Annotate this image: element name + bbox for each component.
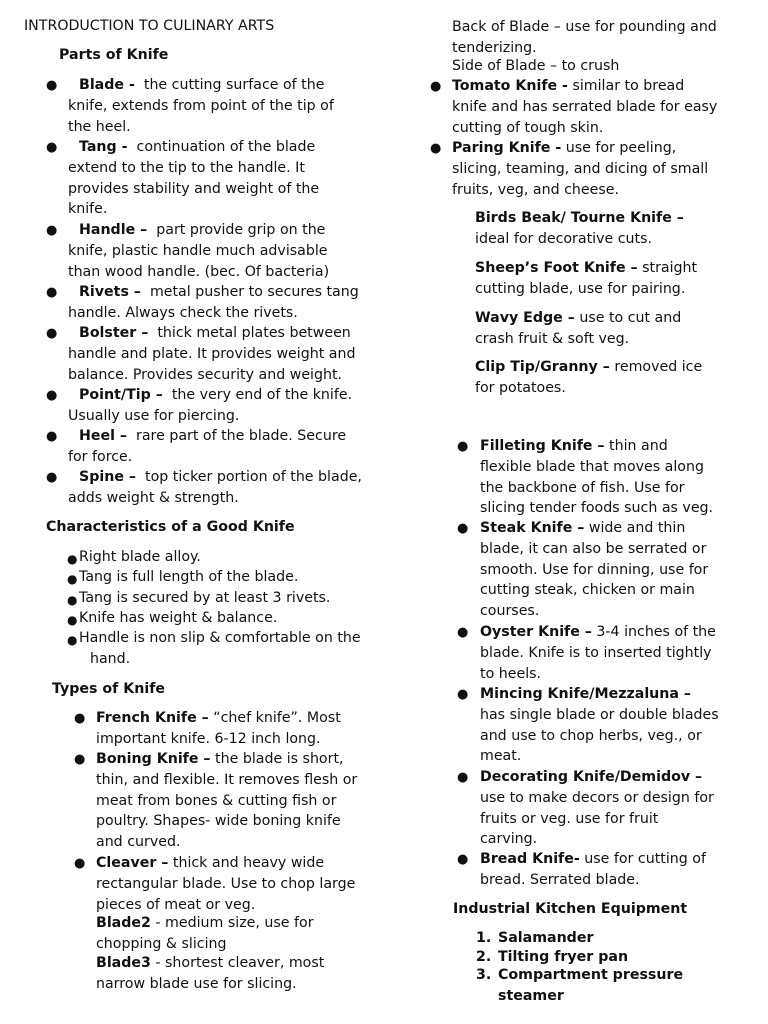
type-left-1-entry <box>96 749 344 770</box>
equipment-number: 1. <box>476 930 492 946</box>
type-right-b-5-name: Bread Knife- <box>480 851 580 867</box>
type-right-b-0-name: Filleting Knife – <box>480 438 605 454</box>
document-title: INTRODUCTION TO CULINARY ARTS <box>24 18 275 34</box>
part-4-desc: thick metal plates between <box>148 325 351 341</box>
type-right-b-4-desc-line: use to make decors or design for <box>480 789 714 806</box>
type-left-2-entry <box>96 853 324 874</box>
part-2-desc-line: than wood handle. (bec. Of bacteria) <box>68 263 330 280</box>
characteristic-text: hand. <box>90 650 131 667</box>
type-right-b-1-desc-line: courses. <box>480 603 540 620</box>
type-right-b-0-desc-line: flexible blade that moves along <box>480 458 704 475</box>
part-1-desc: continuation of the blade <box>127 139 316 155</box>
part-4-desc-line: handle and plate. It provides weight and <box>68 345 356 362</box>
paring-sub-3-desc-line: for potatoes. <box>475 379 566 396</box>
part-7-entry <box>79 467 362 488</box>
characteristic-text: Right blade alloy. <box>79 549 201 565</box>
type-right-b-4-desc-line: carving. <box>480 831 538 848</box>
type-right-a-0-desc-line: cutting of tough skin. <box>452 119 604 136</box>
type-right-a-0-desc: similar to bread <box>567 78 685 94</box>
part-7-name: Spine – <box>79 469 136 485</box>
part-1-desc-line: extend to the tip to the handle. It <box>68 159 305 176</box>
part-6-name: Heel – <box>79 428 128 444</box>
type-right-b-1-bullet: ● <box>457 521 469 536</box>
part-2-desc-line: knife, plastic handle much advisable <box>68 242 328 259</box>
type-right-b-4-entry <box>480 767 702 788</box>
parts-heading: Parts of Knife <box>59 47 169 63</box>
type-right-a-1-entry <box>452 138 676 159</box>
blade-use-line: Back of Blade – use for pounding and <box>452 19 717 35</box>
type-left-2-desc: thick and heavy wide <box>168 855 325 871</box>
characteristic-bullet: ● <box>67 613 78 627</box>
equipment-name: Salamander <box>498 930 594 946</box>
cleaver-sub-1-entry <box>96 953 324 974</box>
part-5-desc: the very end of the knife. <box>162 387 353 403</box>
type-right-a-0-desc-line: knife and has serrated blade for easy <box>452 98 718 115</box>
equipment-number: 3. <box>476 967 492 983</box>
type-left-1-desc-line: thin, and flexible. It removes flesh or <box>96 771 358 788</box>
type-right-b-1-desc-line: smooth. Use for dinning, use for <box>480 561 709 578</box>
type-right-b-0-desc-line: slicing tender foods such as veg. <box>480 500 714 517</box>
type-right-b-3-bullet: ● <box>457 687 469 702</box>
type-left-1-name: Boning Knife – <box>96 751 211 767</box>
type-left-1-desc-line: meat from bones & cutting fish or <box>96 792 337 809</box>
type-right-b-2-desc-line: to heels. <box>480 665 542 682</box>
type-right-b-0-desc-line: the backbone of fish. Use for <box>480 479 685 496</box>
part-5-desc-line: Usually use for piercing. <box>68 407 240 424</box>
characteristic-text: Handle is non slip & comfortable on the <box>79 630 361 646</box>
type-right-b-1-name: Steak Knife – <box>480 520 585 536</box>
paring-sub-3-desc: removed ice <box>609 359 703 375</box>
part-6-bullet: ● <box>46 429 58 444</box>
equipment-name: steamer <box>498 988 564 1004</box>
paring-sub-1-entry <box>475 258 697 279</box>
type-right-b-0-entry <box>480 436 668 457</box>
equipment-name: Compartment pressure <box>498 967 684 983</box>
type-left-0-name: French Knife – <box>96 710 209 726</box>
part-1-desc-line: knife. <box>68 201 108 218</box>
type-right-b-2-desc: 3-4 inches of the <box>591 624 716 640</box>
part-3-desc-line: handle. Always check the rivets. <box>68 304 298 321</box>
part-7-desc-line: adds weight & strength. <box>68 489 239 506</box>
characteristic-bullet: ● <box>67 572 78 586</box>
blade-use-line: Side of Blade – to crush <box>452 58 620 74</box>
type-left-1-desc: the blade is short, <box>210 751 344 767</box>
paring-sub-2-desc-line: crash fruit & soft veg. <box>475 330 630 347</box>
paring-sub-0-name: Birds Beak/ Tourne Knife – <box>475 210 684 226</box>
part-1-desc-line: provides stability and weight of the <box>68 180 320 197</box>
characteristic-bullet: ● <box>67 633 78 647</box>
type-right-b-4-desc-line: fruits or veg. use for fruit <box>480 810 659 827</box>
type-left-2-name: Cleaver – <box>96 855 169 871</box>
type-right-a-1-bullet: ● <box>430 141 442 156</box>
types-heading: Types of Knife <box>52 681 166 697</box>
type-left-1-bullet: ● <box>74 752 86 767</box>
type-left-0-desc-line: important knife. 6-12 inch long. <box>96 730 321 747</box>
type-left-2-desc-line: pieces of meat or veg. <box>96 896 256 913</box>
cleaver-sub-1-name: Blade3 <box>96 955 151 971</box>
type-right-b-5-desc: use for cutting of <box>579 851 706 867</box>
characteristic-text: Tang is secured by at least 3 rivets. <box>79 590 331 606</box>
type-right-b-3-entry <box>480 684 691 705</box>
part-5-entry <box>79 385 352 406</box>
cleaver-sub-1-desc: - shortest cleaver, most <box>150 955 325 971</box>
type-right-b-0-bullet: ● <box>457 439 469 454</box>
characteristic-text: Knife has weight & balance. <box>79 610 278 626</box>
part-1-bullet: ● <box>46 140 58 155</box>
type-right-b-4-name: Decorating Knife/Demidov – <box>480 769 703 785</box>
part-5-name: Point/Tip – <box>79 387 163 403</box>
equipment-name: Tilting fryer pan <box>498 949 629 965</box>
part-2-entry <box>79 220 325 241</box>
type-right-b-5-bullet: ● <box>457 852 469 867</box>
paring-sub-0-entry <box>475 208 684 229</box>
type-right-a-1-desc: use for peeling, <box>561 140 677 156</box>
paring-sub-0-desc-line: ideal for decorative cuts. <box>475 230 652 247</box>
type-right-a-1-name: Paring Knife - <box>452 140 562 156</box>
paring-sub-1-desc-line: cutting blade, use for pairing. <box>475 280 686 297</box>
part-2-name: Handle – <box>79 222 148 238</box>
type-right-b-3-desc-line: has single blade or double blades <box>480 706 719 723</box>
cleaver-sub-0-desc: - medium size, use for <box>150 915 314 931</box>
part-3-name: Rivets – <box>79 284 141 300</box>
paring-sub-1-name: Sheep’s Foot Knife – <box>475 260 638 276</box>
paring-sub-2-entry <box>475 308 681 329</box>
paring-sub-1-desc: straight <box>637 260 698 276</box>
type-right-b-2-bullet: ● <box>457 625 469 640</box>
type-left-1-desc-line: and curved. <box>96 834 181 851</box>
type-right-a-0-name: Tomato Knife - <box>452 78 568 94</box>
part-0-desc-line: the heel. <box>68 118 131 135</box>
type-right-b-1-desc-line: blade, it can also be serrated or <box>480 540 707 557</box>
part-6-desc: rare part of the blade. Secure <box>127 428 347 444</box>
part-2-bullet: ● <box>46 223 58 238</box>
part-6-entry <box>79 426 346 447</box>
type-left-2-desc-line: rectangular blade. Use to chop large <box>96 875 356 892</box>
equipment-number: 2. <box>476 949 492 965</box>
part-7-desc: top ticker portion of the blade, <box>136 469 362 485</box>
part-4-name: Bolster – <box>79 325 149 341</box>
part-1-entry <box>79 137 315 158</box>
characteristic-bullet: ● <box>67 552 78 566</box>
type-right-a-1-desc-line: fruits, veg, and cheese. <box>452 181 619 198</box>
part-4-desc-line: balance. Provides security and weight. <box>68 366 343 383</box>
part-7-bullet: ● <box>46 470 58 485</box>
characteristic-text: Tang is full length of the blade. <box>79 569 299 585</box>
type-left-0-desc: “chef knife”. Most <box>208 710 341 726</box>
type-right-b-1-desc-line: cutting steak, chicken or main <box>480 582 695 599</box>
characteristic-bullet: ● <box>67 593 78 607</box>
part-3-desc: metal pusher to secures tang <box>140 284 359 300</box>
paring-sub-2-name: Wavy Edge – <box>475 310 575 326</box>
paring-sub-3-name: Clip Tip/Granny – <box>475 359 610 375</box>
part-0-entry <box>79 75 324 96</box>
type-right-b-2-entry <box>480 622 716 643</box>
type-right-a-0-bullet: ● <box>430 79 442 94</box>
part-0-desc: the cutting surface of the <box>134 77 325 93</box>
type-right-b-3-name: Mincing Knife/Mezzaluna – <box>480 686 691 702</box>
type-left-0-entry <box>96 708 341 729</box>
part-4-entry <box>79 323 351 344</box>
equipment-heading: Industrial Kitchen Equipment <box>453 901 688 917</box>
type-right-b-4-bullet: ● <box>457 770 469 785</box>
part-0-desc-line: knife, extends from point of the tip of <box>68 97 334 114</box>
type-right-b-1-entry <box>480 518 685 539</box>
part-0-bullet: ● <box>46 78 58 93</box>
part-0-name: Blade - <box>79 77 135 93</box>
type-right-a-1-desc-line: slicing, teaming, and dicing of small <box>452 160 709 177</box>
type-right-b-5-desc-line: bread. Serrated blade. <box>480 871 640 888</box>
type-left-1-desc-line: poultry. Shapes- wide boning knife <box>96 813 341 830</box>
cleaver-sub-1-desc-line: narrow blade use for slicing. <box>96 975 297 992</box>
paring-sub-2-desc: use to cut and <box>574 310 682 326</box>
part-2-desc: part provide grip on the <box>147 222 326 238</box>
type-right-a-0-entry <box>452 76 684 97</box>
cleaver-sub-0-name: Blade2 <box>96 915 151 931</box>
type-left-2-bullet: ● <box>74 856 86 871</box>
cleaver-sub-0-entry <box>96 913 314 934</box>
part-5-bullet: ● <box>46 388 58 403</box>
blade-use-line: tenderizing. <box>452 40 537 56</box>
part-3-entry <box>79 282 359 303</box>
characteristics-heading: Characteristics of a Good Knife <box>46 519 295 535</box>
type-right-b-3-desc-line: and use to chop herbs, veg., or <box>480 727 702 744</box>
part-1-name: Tang - <box>79 139 128 155</box>
paring-sub-3-entry <box>475 357 702 378</box>
part-3-bullet: ● <box>46 285 58 300</box>
part-6-desc-line: for force. <box>68 448 133 465</box>
type-right-b-1-desc: wide and thin <box>584 520 686 536</box>
type-left-0-bullet: ● <box>74 711 86 726</box>
cleaver-sub-0-desc-line: chopping & slicing <box>96 935 227 952</box>
type-right-b-2-name: Oyster Knife – <box>480 624 592 640</box>
type-right-b-3-desc-line: meat. <box>480 748 522 765</box>
type-right-b-2-desc-line: blade. Knife is to inserted tightly <box>480 644 712 661</box>
type-right-b-0-desc: thin and <box>604 438 668 454</box>
type-right-b-5-entry <box>480 849 706 870</box>
part-4-bullet: ● <box>46 326 58 341</box>
